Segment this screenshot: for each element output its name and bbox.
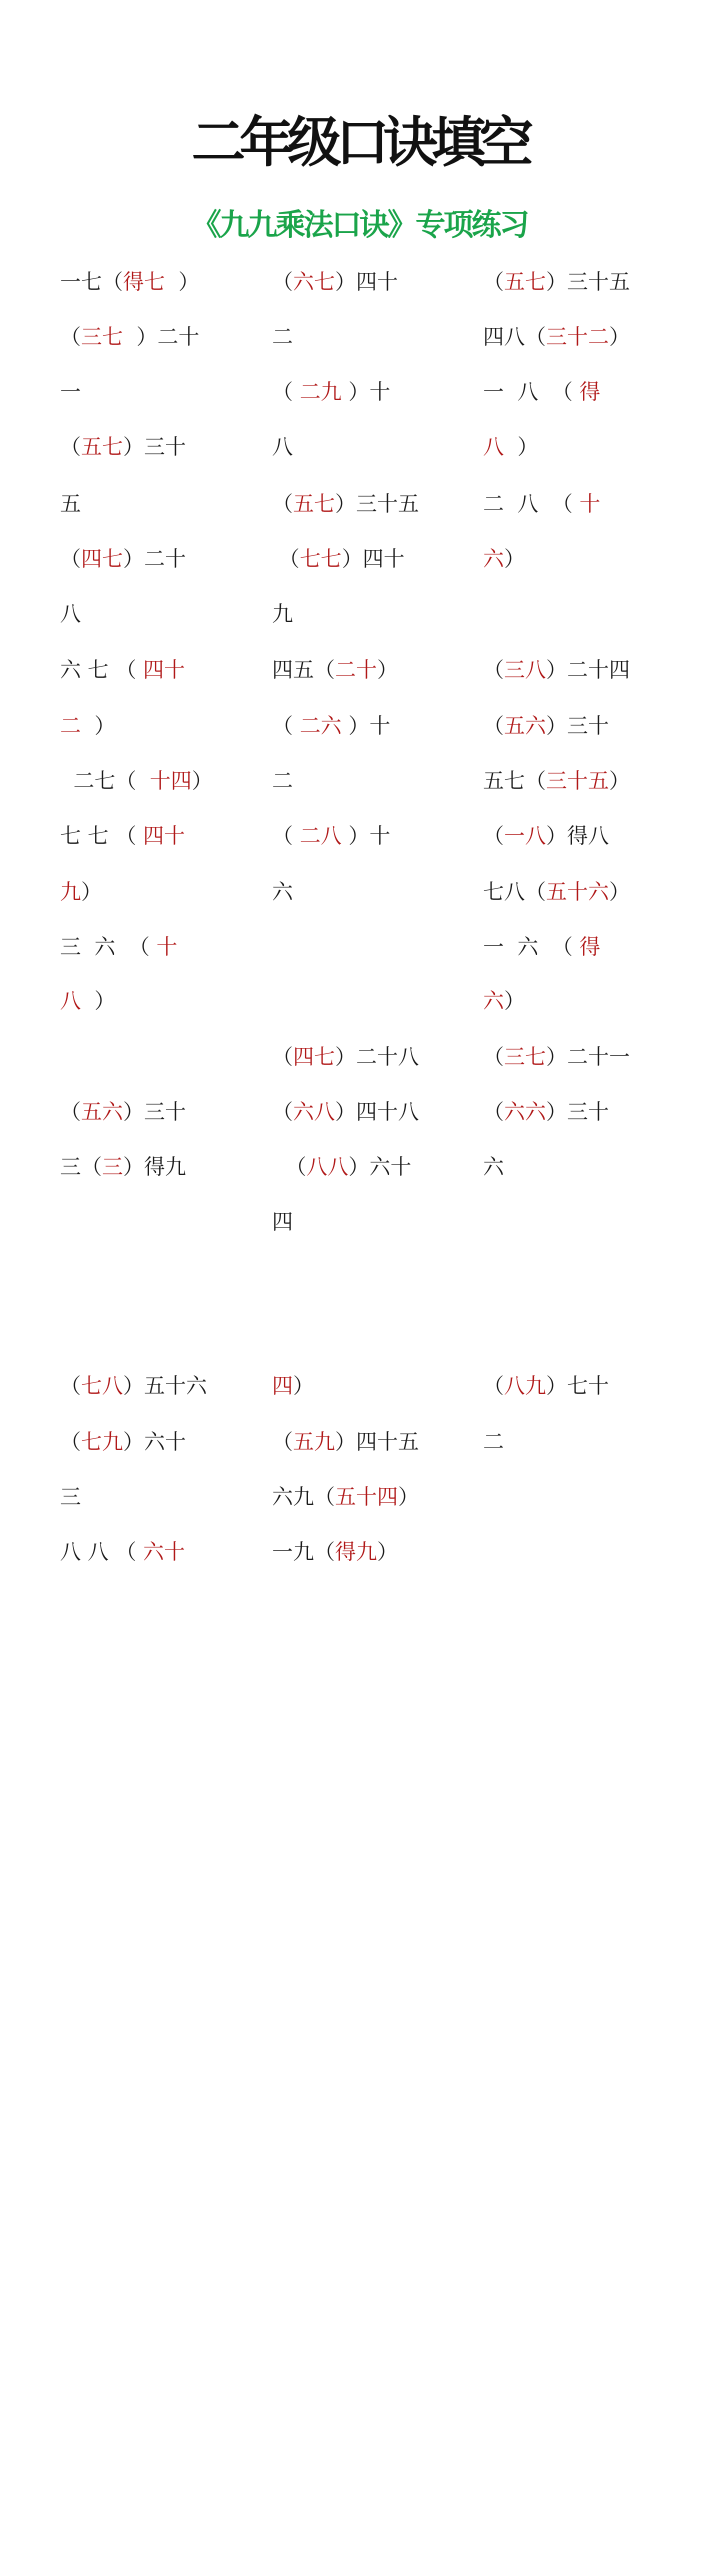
prompt-text: ）二十 bbox=[123, 325, 200, 349]
prompt-text: 四 bbox=[272, 1210, 293, 1234]
prompt-text: （ bbox=[60, 547, 81, 571]
exercise-line bbox=[483, 712, 609, 740]
prompt-text: （ bbox=[483, 1045, 504, 1069]
exercise-line bbox=[272, 1098, 419, 1126]
answer-text: 五七 bbox=[81, 435, 123, 459]
answer-text: 二十 bbox=[335, 658, 377, 682]
answer-text: 二九 bbox=[299, 380, 342, 404]
prompt-text: （ bbox=[483, 1374, 504, 1398]
prompt-text: 七 七 （ bbox=[60, 824, 144, 848]
prompt-text: 一 八 （ bbox=[483, 380, 580, 404]
prompt-text: （ bbox=[60, 435, 81, 459]
exercise-line bbox=[60, 378, 81, 406]
answer-text: 七九 bbox=[81, 1430, 123, 1454]
exercise-line bbox=[272, 822, 390, 850]
prompt-text: ） bbox=[293, 1374, 314, 1398]
answer-text: 三七 bbox=[81, 325, 123, 349]
prompt-text: （ bbox=[60, 1100, 81, 1124]
prompt-text: ）三十 bbox=[123, 435, 186, 459]
prompt-text: ）三十 bbox=[546, 1100, 609, 1124]
exercise-line bbox=[272, 1208, 293, 1236]
prompt-text: （ bbox=[272, 1045, 293, 1069]
answer-text: 五七 bbox=[504, 270, 546, 294]
prompt-text: ）三十 bbox=[123, 1100, 186, 1124]
prompt-text: ）五十六 bbox=[123, 1374, 207, 1398]
prompt-text: ）四十 bbox=[341, 547, 405, 571]
exercise-line bbox=[483, 1043, 630, 1071]
exercise-line bbox=[272, 1043, 419, 1071]
prompt-text: 一七（ bbox=[60, 270, 123, 294]
exercise-line bbox=[483, 656, 630, 684]
prompt-text: 六九（ bbox=[272, 1485, 335, 1509]
prompt-text: （ bbox=[60, 325, 81, 349]
exercise-line bbox=[272, 1483, 419, 1511]
prompt-text: ） bbox=[81, 714, 116, 738]
prompt-text: ） bbox=[504, 989, 525, 1013]
exercise-line bbox=[60, 767, 213, 795]
exercise-line bbox=[483, 1372, 609, 1400]
answer-text: 八 bbox=[60, 989, 81, 1013]
prompt-text: ）七十 bbox=[546, 1374, 609, 1398]
prompt-text: （ bbox=[272, 824, 300, 848]
answer-text: 五六 bbox=[81, 1100, 123, 1124]
exercise-line bbox=[60, 323, 199, 351]
exercise-line bbox=[60, 1483, 81, 1511]
prompt-text: 六 七 （ bbox=[60, 658, 144, 682]
exercise-line bbox=[483, 767, 630, 795]
prompt-text: 一 bbox=[60, 380, 81, 404]
prompt-text: ） bbox=[609, 880, 630, 904]
answer-text: 六 bbox=[483, 547, 504, 571]
exercise-line bbox=[60, 1538, 185, 1566]
exercise-line bbox=[483, 933, 600, 961]
exercise-line bbox=[272, 1153, 411, 1181]
prompt-text: ） bbox=[377, 1540, 398, 1564]
exercise-line bbox=[60, 1153, 186, 1181]
prompt-text: ）二十四 bbox=[546, 658, 630, 682]
prompt-text: ）四十八 bbox=[335, 1100, 419, 1124]
prompt-text: 八 bbox=[272, 435, 293, 459]
exercise-line bbox=[272, 1538, 398, 1566]
exercise-line bbox=[483, 822, 609, 850]
prompt-text: 三（ bbox=[60, 1155, 102, 1179]
answer-text: 五九 bbox=[293, 1430, 335, 1454]
exercise-line bbox=[483, 1153, 504, 1181]
prompt-text: ）二十 bbox=[123, 547, 186, 571]
exercise-line bbox=[272, 712, 390, 740]
prompt-text: ）二十八 bbox=[335, 1045, 419, 1069]
exercise-line bbox=[483, 1428, 504, 1456]
exercise-line bbox=[60, 1098, 186, 1126]
exercise-line bbox=[272, 1428, 419, 1456]
prompt-text: （ bbox=[272, 1100, 293, 1124]
answer-text: 六八 bbox=[293, 1100, 335, 1124]
prompt-text: 一 六 （ bbox=[483, 935, 580, 959]
prompt-text: ）十 bbox=[341, 824, 391, 848]
prompt-text: 三 bbox=[60, 1485, 81, 1509]
answer-text: 三 bbox=[102, 1155, 123, 1179]
answer-text: 五十六 bbox=[546, 880, 609, 904]
prompt-text: ）三十五 bbox=[546, 270, 630, 294]
answer-text: 十 bbox=[156, 935, 178, 959]
answer-text: 五七 bbox=[293, 492, 335, 516]
prompt-text: ） bbox=[191, 769, 213, 793]
answer-text: 一八 bbox=[504, 824, 546, 848]
exercise-line bbox=[483, 378, 600, 406]
exercise-line bbox=[60, 1372, 207, 1400]
prompt-text: （ bbox=[60, 1430, 81, 1454]
prompt-text: 五 bbox=[60, 492, 81, 516]
prompt-text: （ bbox=[272, 1155, 307, 1179]
prompt-text: 四五（ bbox=[272, 658, 335, 682]
prompt-text: ） bbox=[398, 1485, 419, 1509]
answer-text: 九 bbox=[60, 880, 81, 904]
answer-text: 十 bbox=[579, 492, 601, 516]
prompt-text: （ bbox=[272, 270, 293, 294]
prompt-text: ） bbox=[377, 658, 398, 682]
prompt-text: （ bbox=[483, 824, 504, 848]
answer-text: 得 bbox=[579, 935, 601, 959]
prompt-text: ）三十 bbox=[546, 714, 609, 738]
prompt-text: （ bbox=[483, 714, 504, 738]
prompt-text: ） bbox=[81, 989, 116, 1013]
exercise-line bbox=[60, 878, 102, 906]
exercise-line bbox=[483, 323, 630, 351]
prompt-text: 九 bbox=[272, 602, 293, 626]
prompt-text: ）四十 bbox=[335, 270, 398, 294]
exercise-line bbox=[60, 933, 177, 961]
answer-text: 六十 bbox=[143, 1540, 186, 1564]
answer-text: 八 bbox=[483, 435, 504, 459]
answer-text: 五六 bbox=[504, 714, 546, 738]
prompt-text: 二七（ bbox=[60, 769, 150, 793]
answer-text: 八八 bbox=[306, 1155, 349, 1179]
answer-text: 三八 bbox=[504, 658, 546, 682]
exercise-line bbox=[483, 987, 525, 1015]
exercise-line bbox=[483, 268, 630, 296]
exercise-line bbox=[60, 1428, 186, 1456]
exercise-line bbox=[60, 545, 186, 573]
answer-text: 二八 bbox=[299, 824, 342, 848]
answer-text: 六七 bbox=[293, 270, 335, 294]
prompt-text: 二 bbox=[272, 325, 293, 349]
exercise-line bbox=[272, 1372, 314, 1400]
prompt-text: （ bbox=[483, 1100, 504, 1124]
exercise-line bbox=[483, 545, 525, 573]
exercise-line bbox=[272, 545, 405, 573]
exercise-line bbox=[60, 712, 115, 740]
prompt-text: （ bbox=[483, 658, 504, 682]
prompt-text: ）四十五 bbox=[335, 1430, 419, 1454]
exercise-line bbox=[60, 268, 199, 296]
answer-text: 二 bbox=[60, 714, 81, 738]
answer-text: 五十四 bbox=[335, 1485, 398, 1509]
answer-text: 四 bbox=[272, 1374, 293, 1398]
prompt-text: ） bbox=[165, 270, 200, 294]
answer-text: 三十五 bbox=[546, 769, 609, 793]
exercise-line bbox=[483, 490, 600, 518]
answer-text: 六 bbox=[483, 989, 504, 1013]
answer-text: 三七 bbox=[504, 1045, 546, 1069]
exercise-line bbox=[60, 987, 115, 1015]
exercise-line bbox=[60, 822, 185, 850]
prompt-text: 一九（ bbox=[272, 1540, 335, 1564]
exercise-line bbox=[60, 490, 81, 518]
exercise-line bbox=[60, 600, 81, 628]
prompt-text: ）得九 bbox=[123, 1155, 186, 1179]
prompt-text: 五七（ bbox=[483, 769, 546, 793]
exercise-line bbox=[272, 878, 293, 906]
answer-text: 得九 bbox=[335, 1540, 377, 1564]
prompt-text: （ bbox=[483, 270, 504, 294]
answer-text: 四七 bbox=[293, 1045, 335, 1069]
answer-text: 三十二 bbox=[546, 325, 609, 349]
prompt-text: ）得八 bbox=[546, 824, 609, 848]
prompt-text: ）六十 bbox=[123, 1430, 186, 1454]
prompt-text: ） bbox=[609, 325, 630, 349]
exercise-line bbox=[483, 433, 538, 461]
worksheet-title: 二年级口诀填空 bbox=[191, 111, 528, 174]
prompt-text: 八 bbox=[60, 602, 81, 626]
exercise-line bbox=[60, 433, 186, 461]
exercise-line bbox=[483, 1098, 609, 1126]
answer-text: 六六 bbox=[504, 1100, 546, 1124]
answer-text: 七八 bbox=[81, 1374, 123, 1398]
exercise-line bbox=[272, 433, 293, 461]
answer-text: 四七 bbox=[81, 547, 123, 571]
prompt-text: （ bbox=[272, 547, 300, 571]
prompt-text: 八 八 （ bbox=[60, 1540, 144, 1564]
prompt-text: ）十 bbox=[341, 714, 391, 738]
prompt-text: ）二十一 bbox=[546, 1045, 630, 1069]
answer-text: 得 bbox=[579, 380, 601, 404]
prompt-text: ） bbox=[504, 547, 525, 571]
prompt-text: （ bbox=[60, 1374, 81, 1398]
prompt-text: （ bbox=[272, 714, 300, 738]
prompt-text: ）十 bbox=[341, 380, 391, 404]
prompt-text: ） bbox=[504, 435, 539, 459]
prompt-text: 六 bbox=[272, 880, 293, 904]
prompt-text: 二 八 （ bbox=[483, 492, 580, 516]
exercise-line bbox=[272, 656, 398, 684]
prompt-text: 二 bbox=[483, 1430, 504, 1454]
prompt-text: 七八（ bbox=[483, 880, 546, 904]
prompt-text: 四八（ bbox=[483, 325, 546, 349]
exercise-line bbox=[60, 656, 185, 684]
prompt-text: ） bbox=[81, 880, 102, 904]
prompt-text: （ bbox=[272, 1430, 293, 1454]
answer-text: 四十 bbox=[143, 658, 186, 682]
exercise-line bbox=[272, 268, 398, 296]
answer-text: 八九 bbox=[504, 1374, 546, 1398]
exercise-line bbox=[272, 600, 293, 628]
answer-text: 七七 bbox=[299, 547, 342, 571]
prompt-text: ）六十 bbox=[348, 1155, 412, 1179]
exercise-line bbox=[272, 323, 293, 351]
prompt-text: 六 bbox=[483, 1155, 504, 1179]
prompt-text: 二 bbox=[272, 769, 293, 793]
prompt-text: ） bbox=[609, 769, 630, 793]
exercise-line bbox=[483, 878, 630, 906]
prompt-text: 三 六 （ bbox=[60, 935, 157, 959]
exercise-line bbox=[272, 378, 390, 406]
exercise-line bbox=[272, 490, 419, 518]
answer-text: 四十 bbox=[143, 824, 186, 848]
worksheet-subtitle: 《九九乘法口诀》专项练习 bbox=[191, 208, 528, 243]
prompt-text: （ bbox=[272, 492, 293, 516]
exercise-line bbox=[272, 767, 293, 795]
prompt-text: （ bbox=[272, 380, 300, 404]
prompt-text: ）三十五 bbox=[335, 492, 419, 516]
answer-text: 十四 bbox=[149, 769, 192, 793]
answer-text: 二六 bbox=[299, 714, 342, 738]
answer-text: 得七 bbox=[123, 270, 165, 294]
